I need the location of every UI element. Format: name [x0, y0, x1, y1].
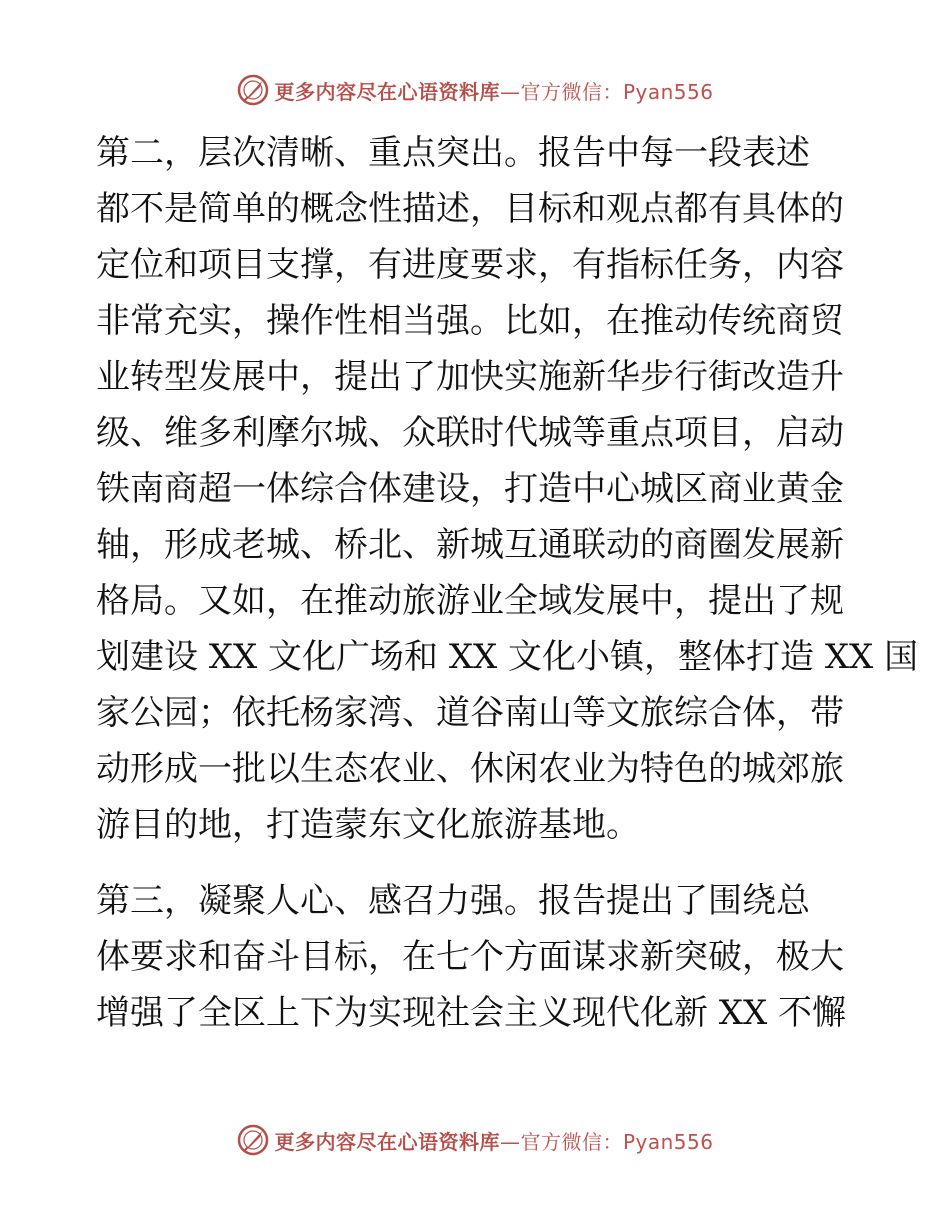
text-line: 第三，凝聚人心、感召力强。报告提出了围绕总: [96, 881, 810, 921]
text-line: 第二，层次清晰、重点突出。报告中每一段表述: [96, 133, 810, 173]
quill-seal-icon: [236, 1123, 270, 1157]
quill-seal-icon: [236, 73, 270, 107]
footer-dash: —: [499, 1129, 521, 1154]
text-line: 定位和项目支撑，有进度要求，有指标任务，内容: [96, 245, 844, 285]
text-line: 动形成一批以生态农业、休闲农业为特色的城郊旅: [96, 749, 844, 789]
header-brand: 更多内容尽在心语资料库: [274, 79, 500, 104]
text-line: 体要求和奋斗目标，在七个方面谋求新突破，极大: [96, 937, 844, 977]
paragraph-third: [96, 873, 856, 1041]
text-line: 铁南商超一体综合体建设，打造中心城区商业黄金: [96, 469, 844, 509]
text-line: 家公园；依托杨家湾、道谷南山等文旅综合体，带: [96, 693, 844, 733]
text-line: 游目的地，打造蒙东文化旅游基地。: [96, 805, 640, 845]
text-line: 轴，形成老城、桥北、新城互通联动的商圈发展新: [96, 525, 844, 565]
text-line: 级、维多利摩尔城、众联时代城等重点项目，启动: [96, 413, 844, 453]
text-line: 业转型发展中，提出了加快实施新华步行街改造升: [96, 357, 844, 397]
paragraph-second: [96, 125, 919, 853]
text-line: 划建设 XX 文化广场和 XX 文化小镇，整体打造 XX 国: [96, 637, 919, 677]
text-line: 增强了全区上下为实现社会主义现代化新 XX 不懈: [96, 993, 847, 1033]
footer-contact: 官方微信：Pyan556: [520, 1129, 714, 1154]
footer-brand: 更多内容尽在心语资料库: [274, 1129, 500, 1154]
footer-banner: [0, 1120, 950, 1160]
text-line: 格局。又如，在推动旅游业全域发展中，提出了规: [96, 581, 844, 621]
header-banner: [0, 70, 950, 110]
document-body: [96, 125, 919, 1061]
text-line: 都不是简单的概念性描述，目标和观点都有具体的: [96, 189, 844, 229]
text-line: 非常充实，操作性相当强。比如，在推动传统商贸: [96, 301, 844, 341]
header-contact: 官方微信：Pyan556: [520, 79, 714, 104]
header-dash: —: [499, 79, 521, 104]
footer-banner-text: [274, 1126, 713, 1155]
header-banner-text: [274, 76, 713, 105]
